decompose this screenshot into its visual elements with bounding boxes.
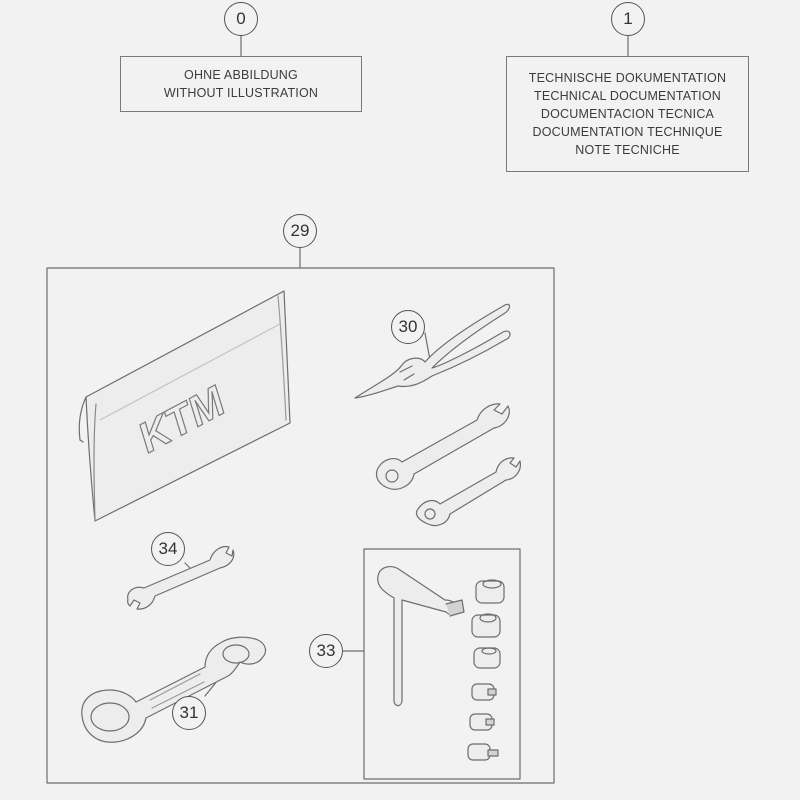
socket-bit-2 [472,614,500,637]
tech-doc-line-1: TECHNISCHE DOKUMENTATION [528,71,727,85]
pliers-30 [355,304,510,398]
socket-bit-5 [470,714,494,730]
callout-1: 1 [611,2,645,36]
callout-0: 0 [224,2,258,36]
wrench-open-end-2 [416,458,520,526]
socket-bit-6 [468,744,498,760]
tech-doc-line-3: DOCUMENTACION TECNICA [540,107,715,121]
t-handle-hex-key-33 [378,567,464,706]
no-illustration-line-2: WITHOUT ILLUSTRATION [163,86,319,100]
callout-31: 31 [172,696,206,730]
no-illustration-line-1: OHNE ABBILDUNG [184,68,298,82]
tech-doc-line-2: TECHNICAL DOCUMENTATION [533,89,721,103]
socket-bit-4 [472,684,496,700]
callout-29: 29 [283,214,317,248]
tech-doc-line-4: DOCUMENTATION TECHNIQUE [532,125,723,139]
socket-bit-1 [476,580,504,603]
socket-bit-3 [474,648,500,668]
leader-line-30 [425,333,430,360]
pouch-ktm-logo: KTM [129,377,233,462]
callout-33: 33 [309,634,343,668]
callout-30: 30 [391,310,425,344]
ring-spanner-31 [82,637,266,742]
tech-doc-line-5: NOTE TECNICHE [575,143,680,157]
callout-34: 34 [151,532,185,566]
